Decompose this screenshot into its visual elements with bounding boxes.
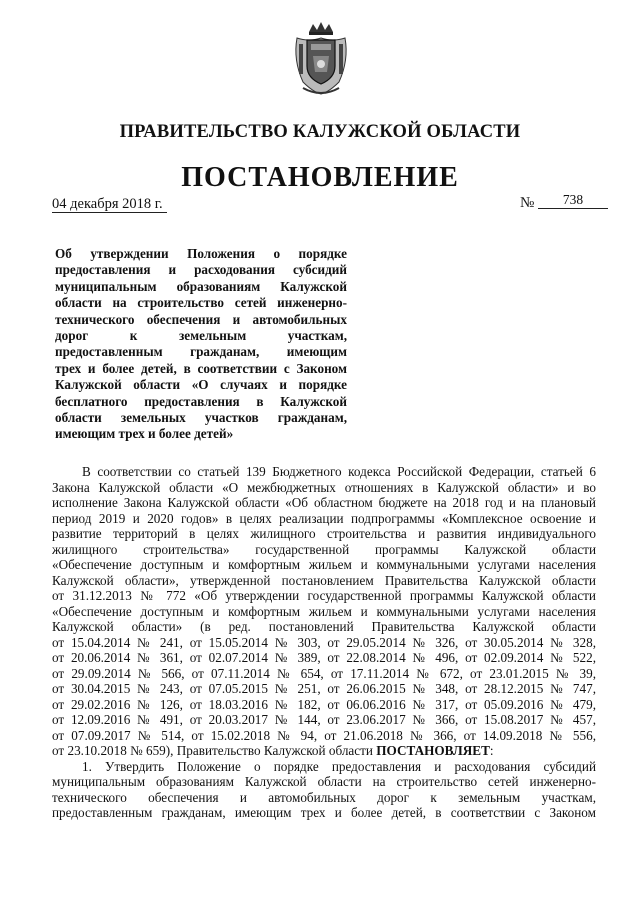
body-line: период 2019 и 2020 годов» в целях реализации подпрограммы «Комплексное освоение и [52, 510, 596, 526]
body-line: В соответствии со статьей 139 Бюджетного кодекса Российской Федерации, статьей 6 [82, 464, 596, 479]
document-subject [55, 246, 347, 443]
subject-line: предоставления и расходования субсидий [55, 262, 347, 278]
body-line: от 12.09.2016 № 491, от 20.03.2017 № 144, от 23.06.2017 № 366, от 15.08.2017 № 457, [52, 712, 596, 727]
body-line: развитие территорий в целях жилищного строительства и развития индивидуального [52, 526, 596, 541]
subject-line: Об утверждении Положения о порядке [55, 246, 347, 261]
body-line: от 29.09.2014 № 566, от 07.11.2014 № 654, от 17.11.2014 № 672, от 23.01.2015 № 39, [52, 665, 596, 681]
subject-line: бесплатного предоставления в Калужской [55, 393, 347, 409]
subject-line: имеющим трех и более детей» [55, 426, 234, 442]
document-date: 04 декабря 2018 г. [52, 196, 167, 213]
body-line: от 07.09.2017 № 514, от 15.02.2018 № 94, от 21.06.2018 № 366, от 14.09.2018 № 556, [52, 727, 596, 743]
subject-line: области на строительство сетей инженерно- [55, 295, 347, 311]
government-name: ПРАВИТЕЛЬСТВО КАЛУЖСКОЙ ОБЛАСТИ [119, 122, 521, 142]
body-line: от 31.12.2013 № 772 «Об утверждении государственной программы Калужской области [52, 588, 596, 603]
subject-line: дорог к земельным участкам, [55, 328, 347, 344]
document-number: 738 [538, 191, 608, 209]
resolution-prefix: от 23.10.2018 № 659), Правительство Калужской области [52, 743, 377, 758]
body-line: жилищного строительства» государственной программы Калужской области [52, 541, 596, 557]
resolution-suffix: : [489, 743, 494, 758]
item-line: муниципальным образованиям Калужской области на строительство сетей инженерно- [52, 774, 596, 789]
item-line: технического обеспечения и автомобильных дорог к земельным участкам, [52, 789, 596, 805]
subject-line: предоставленным гражданам, имеющим [55, 344, 347, 360]
subject-line: технического обеспечения и автомобильных [55, 311, 347, 327]
resolution-line [52, 743, 596, 759]
body-line: Калужской области», утвержденной постановлением Правительства Калужской области [52, 572, 596, 588]
body-line: Калужской области» (в ред. постановлений Правительства Калужской области [52, 619, 596, 634]
resolution-keyword: ПОСТАНОВЛЯЕТ [376, 743, 490, 758]
subject-line: Калужской области «О случаях и порядке [55, 377, 347, 393]
document-type-title: ПОСТАНОВЛЕНИЕ [181, 162, 459, 193]
body-line: от 15.04.2014 № 241, от 15.05.2014 № 303, от 29.05.2014 № 326, от 30.05.2014 № 328, [52, 634, 596, 650]
item-line: 1. Утвердить Положение о порядке предоставления и расходования субсидий [82, 758, 596, 774]
number-sign: № [520, 195, 535, 211]
body-line: «Обеспечение доступным и комфортным жильем и коммунальными услугами населения [52, 557, 596, 572]
subject-line: муниципальным образованиям Калужской [55, 278, 347, 294]
body-line: «Обеспечение доступным и комфортным жильем и коммунальными услугами населения [52, 603, 596, 619]
subject-line: области земельных участков гражданам, [55, 410, 347, 426]
item-line: предоставленным гражданам, имеющим трех и более детей, в соответствии с Законом [52, 805, 596, 820]
body-line: Закона Калужской области «О межбюджетных отношениях в Калужской области» и во [52, 479, 596, 495]
body-line: от 20.06.2014 № 361, от 02.07.2014 № 389, от 22.08.2014 № 496, от 02.09.2014 № 522, [52, 650, 596, 665]
body-line: от 30.04.2015 № 243, от 07.05.2015 № 251, от 26.06.2015 № 348, от 28.12.2015 № 747, [52, 681, 596, 696]
document-body [52, 464, 596, 821]
body-line: исполнение Закона Калужской области «Об областном бюджете на 2018 год и на плановый [52, 495, 596, 510]
subject-line: трех и более детей, в соответствии с Законом [55, 360, 347, 376]
body-line: от 29.02.2016 № 126, от 18.03.2016 № 182, от 06.06.2016 № 317, от 05.09.2016 № 479, [52, 696, 596, 712]
coat-of-arms-icon [289, 20, 353, 96]
